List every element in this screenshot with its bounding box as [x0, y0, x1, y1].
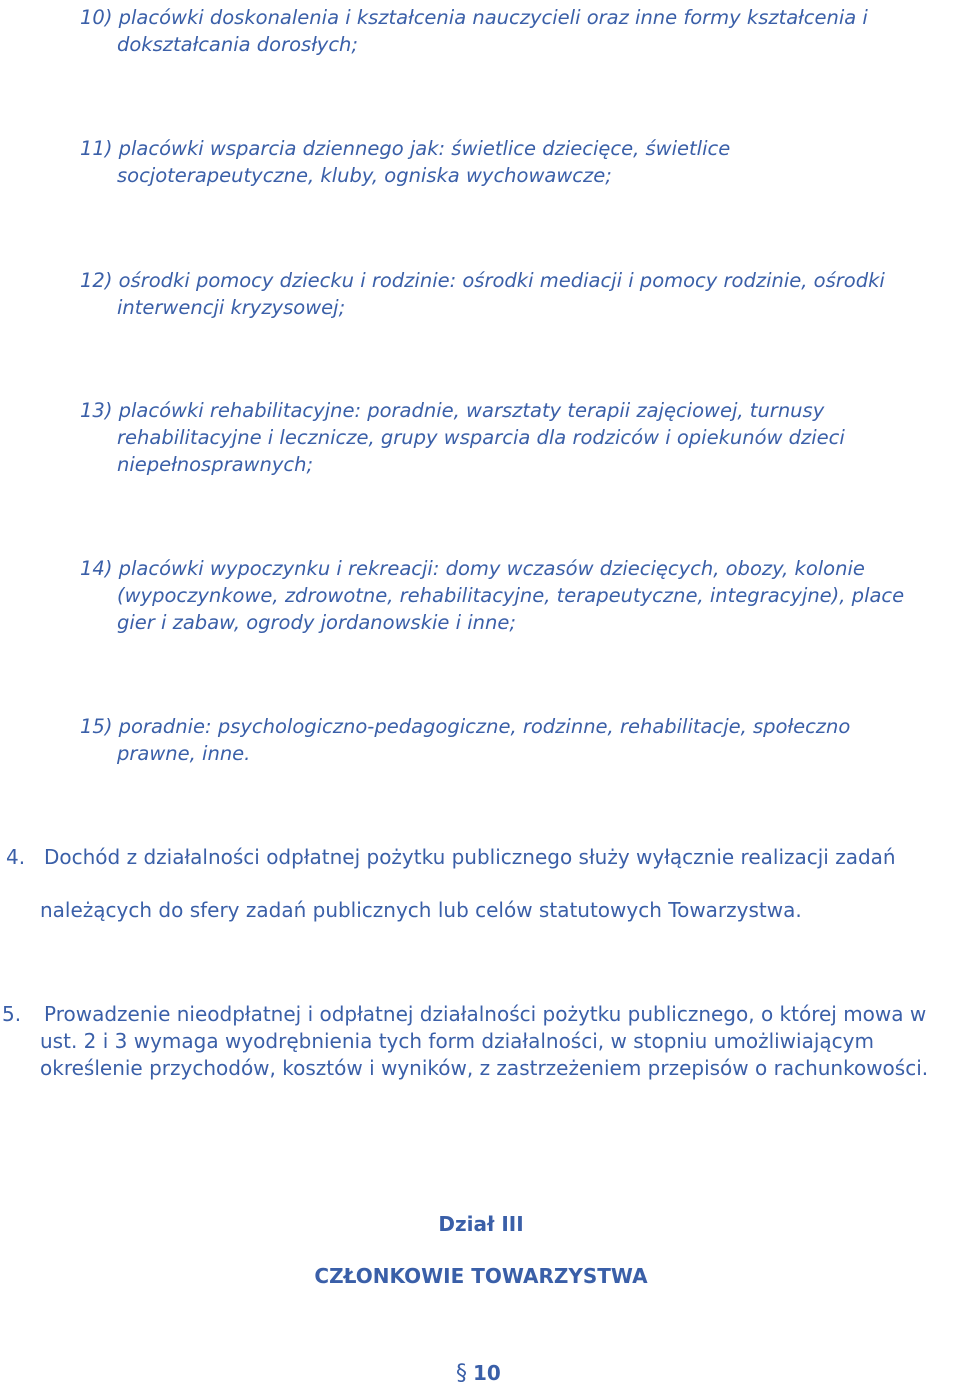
paragraph-5-text-3: określenie przychodów, kosztów i wyników, z zastrzeżeniem przepisów o rachunkowości. [40, 1056, 929, 1080]
item-13-text-2: rehabilitacyjne i lecznicze, grupy wsparcia dla rodziców i opiekunów dzieci [117, 426, 845, 449]
item-15-number: 15) [80, 715, 113, 738]
item-14-text-2: (wypoczynkowe, zdrowotne, rehabilitacyjne, terapeutyczne, integracyjne), place [117, 584, 905, 607]
paragraph-5-text-1: Prowadzenie nieodpłatnej i odpłatnej działalności pożytku publicznego, o której mowa w [44, 1002, 927, 1026]
paragraph-5-text-2: ust. 2 i 3 wymaga wyodrębnienia tych form działalności, w stopniu umożliwiającym [40, 1029, 874, 1053]
item-14-text-3: gier i zabaw, ogrody jordanowskie i inne; [117, 611, 516, 634]
item-10-text-1: placówki doskonalenia i kształcenia nauczycieli oraz inne formy kształcenia i [118, 6, 868, 29]
item-10-text-2: dokształcania dorosłych; [117, 33, 358, 56]
item-14-text-1: placówki wypoczynku i rekreacji: domy wczasów dziecięcych, obozy, kolonie [118, 557, 865, 580]
item-13-line-1 [80, 397, 824, 424]
item-13-number: 13) [80, 399, 113, 422]
paragraph-4-number: 4. [6, 845, 26, 869]
item-15-text-1: poradnie: psychologiczno-pedagogiczne, rodzinne, rehabilitacje, społeczno [118, 715, 851, 738]
section-sign: § [456, 1361, 467, 1386]
item-12-text-1: ośrodki pomocy dziecku i rodzinie: ośrodki mediacji i pomocy rodzinie, ośrodki [118, 269, 885, 292]
item-12-number: 12) [80, 269, 113, 292]
item-11-number: 11) [80, 137, 113, 160]
item-10-number: 10) [80, 6, 113, 29]
page-number [456, 1360, 501, 1387]
item-13-text-3: niepełnosprawnych; [117, 453, 314, 476]
item-11-line-1 [80, 135, 730, 162]
item-13-text-1: placówki rehabilitacyjne: poradnie, warsztaty terapii zajęciowej, turnusy [118, 399, 825, 422]
item-11-text-2: socjoterapeutyczne, kluby, ogniska wychowawcze; [117, 164, 612, 187]
item-10-line-1 [80, 4, 868, 31]
paragraph-4-text-1: Dochód z działalności odpłatnej pożytku publicznego służy wyłącznie realizacji zadań [44, 845, 896, 869]
paragraph-5-number: 5. [2, 1002, 22, 1026]
page-number-value: 10 [473, 1361, 501, 1385]
item-15-text-2: prawne, inne. [117, 742, 251, 765]
item-14-line-1 [80, 555, 865, 582]
section-subtitle: CZŁONKOWIE TOWARZYSTWA [314, 1264, 648, 1288]
section-title: Dział III [438, 1212, 524, 1236]
item-14-number: 14) [80, 557, 113, 580]
item-11-text-1: placówki wsparcia dziennego jak: świetlice dziecięce, świetlice [118, 137, 731, 160]
item-12-line-1 [80, 267, 885, 294]
item-15-line-1 [80, 713, 850, 740]
item-12-text-2: interwencji kryzysowej; [117, 296, 346, 319]
paragraph-4-text-2: należących do sfery zadań publicznych lub celów statutowych Towarzystwa. [40, 898, 802, 922]
